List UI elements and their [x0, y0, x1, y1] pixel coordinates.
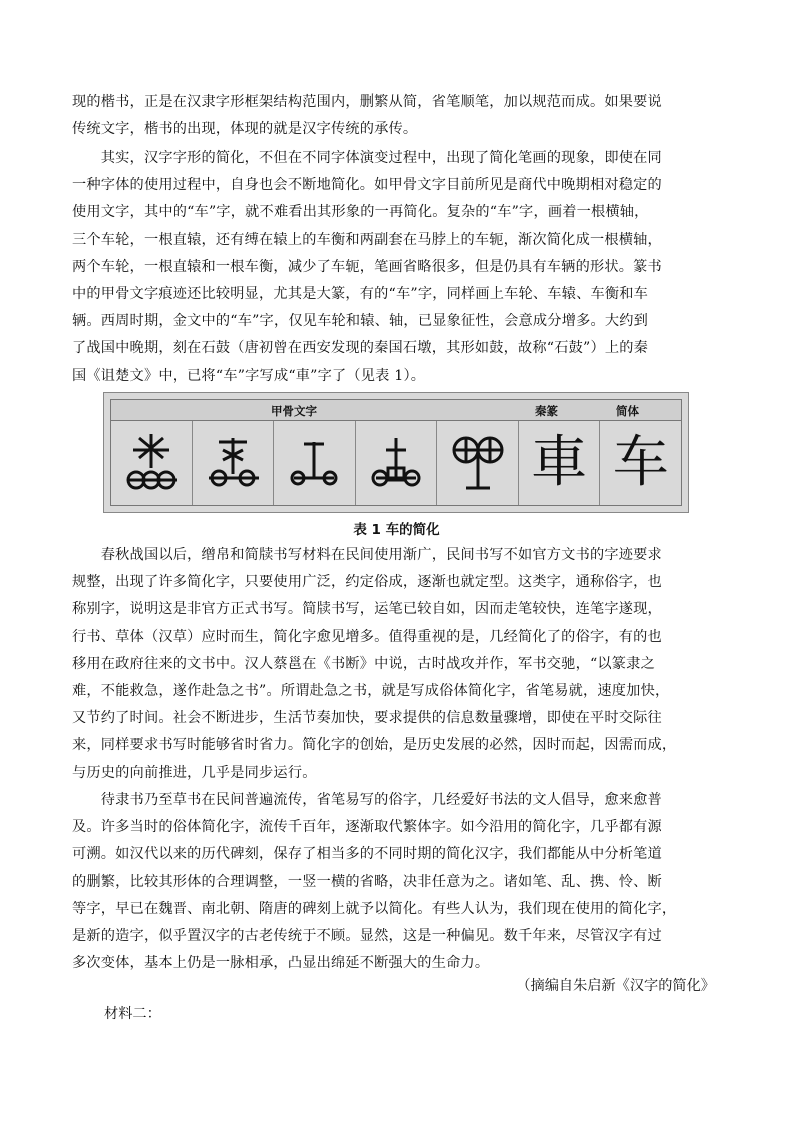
oracle-glyph-3 [274, 421, 356, 505]
qin-seal-char: 車 [519, 421, 601, 505]
text-line: 中的甲骨文字痕迹还比较明显，尤其是大篆，有的“车”字，同样画上车轮、车辕、车衡和车 [72, 286, 649, 303]
text-line: 三个车轮，一根直辕，还有缚在辕上的车衡和两副套在马脖上的车轭，渐次简化成一根横轴， [72, 231, 662, 248]
figure-header [110, 399, 682, 421]
text-line: 与历史的向前推进，几乎是同步运行。 [72, 764, 317, 781]
header-simplified: 简体 [616, 404, 639, 418]
text-line: 难，不能救急，遂作赴急之书”。所谓赴急之书，就是写成俗体简化字，省笔易就，速度加快， [72, 683, 670, 700]
text-line: 了战国中晚期，刻在石鼓（唐初曾在西安发现的秦国石墩，其形如鼓，故称“石鼓”）上的秦 [72, 340, 649, 357]
table-1-figure [103, 392, 689, 513]
text-line: 行书、草体（汉草）应时而生，简化字愈见增多。值得重视的是，几经简化了的俗字，有的也 [72, 628, 662, 645]
text-line: 移用在政府往来的文书中。汉人蔡邕在《书断》中说，古时战攻并作，军书交驰，“以篆隶之 [72, 655, 655, 672]
oracle-glyph-2 [193, 421, 275, 505]
text-line: 一种字体的使用过程中，自身也会不断地简化。如甲骨文字目前所见是商代中晚期相对稳定的 [72, 177, 662, 194]
text-line: 其实，汉字字形的简化，不但在不同字体演变过程中，出现了简化笔画的现象，即使在同 [72, 150, 662, 166]
chariot-glyph-icon [284, 428, 344, 498]
text-line: 的删繁，比较其形体的合理调整，一竖一横的省略，决非任意为之。诸如笔、乱、携、怜、断 [72, 873, 662, 890]
text-line: 待隶书乃至草书在民间普遍流传，省笔易写的俗字，几经爱好书法的文人倡导，愈来愈普 [72, 792, 662, 808]
text-line: 又节约了时间。社会不断进步，生活节奏加快，要求提供的信息数量骤增，即使在平时交际往 [72, 710, 662, 727]
paragraph-2 [72, 145, 722, 390]
oracle-glyph-5 [437, 421, 519, 505]
header-qin-seal: 秦篆 [535, 404, 558, 418]
paragraph-4 [72, 787, 722, 977]
oracle-glyph-1 [111, 421, 193, 505]
simplified-char: 车 [612, 430, 669, 495]
text-line: 多次变体，基本上仍是一脉相承，凸显出绵延不断强大的生命力。 [72, 955, 490, 972]
text-line: 现的楷书，正是在汉隶字形框架结构范围内，删繁从简，省笔顺笔，加以规范而成。如果要说 [72, 94, 662, 110]
text-line: 称别字，说明这是非官方正式书写。简牍书写，运笔已较自如，因而走笔较快，连笔字遂现， [72, 601, 662, 618]
chariot-glyph-icon [121, 428, 181, 498]
text-line: 国《诅楚文》中，已将“车”字写成“車”字了（见表 1）。 [72, 367, 426, 384]
header-oracle-bone: 甲骨文字 [271, 404, 317, 418]
text-line: 及。许多当时的俗体简化字，流传千百年，逐渐取代繁体字。如今沿用的简化字，几乎都有源 [72, 819, 662, 836]
figure-caption: 表 1 车的简化 [353, 522, 440, 538]
chariot-glyph-icon [448, 428, 508, 498]
text-line: 使用文字，其中的“车”字，就不难看出其形象的一再简化。复杂的“车”字，画着一根横轴， [72, 204, 649, 221]
oracle-glyph-4 [356, 421, 438, 505]
paragraph-3 [72, 542, 722, 787]
material-2-label: 材料二： [104, 1006, 161, 1022]
text-line: 等字，早已在魏晋、南北朝、隋唐的碑刻上就予以简化。有些人认为，我们现在使用的简化字， [72, 900, 677, 917]
figure-cells [110, 421, 682, 506]
text-line: 传统文字，楷书的出现，体现的就是汉字传统的承传。 [72, 121, 418, 138]
text-line: 规整，出现了许多简化字，只要使用广泛，约定俗成，逐渐也就定型。这类字，通称俗字，也 [72, 574, 662, 591]
paragraph-1 [72, 89, 722, 143]
chariot-glyph-icon [366, 428, 426, 498]
text-line: 来，同样要求书写时能够省时省力。简化字的创始，是历史发展的必然，因时而起，因需而成， [72, 737, 677, 754]
text-line: 辆。西周时期，金文中的“车”字，仅见车轮和辕、轴，已显象征性，会意成分增多。大约到 [72, 313, 649, 330]
text-line: 可溯。如汉代以来的历代碑刻，保存了相当多的不同时期的简化汉字，我们都能从中分析笔道 [72, 846, 662, 863]
text-line: 春秋战国以后，缯帛和简牍书写材料在民间使用渐广，民间书写不如官方文书的字迹要求 [72, 547, 662, 563]
chariot-glyph-icon [203, 428, 263, 498]
text-line: 两个车轮，一根直辕和一根车衡，减少了车轭，笔画省略很多，但是仍具有车辆的形状。篆书 [72, 258, 662, 275]
source-attribution: （摘编自朱启新《汉字的简化》 [516, 978, 715, 994]
text-line: 是新的造字，似乎置汉字的古老传统于不顾。显然，这是一种偏见。数千年来，尽管汉字有过 [72, 928, 662, 945]
